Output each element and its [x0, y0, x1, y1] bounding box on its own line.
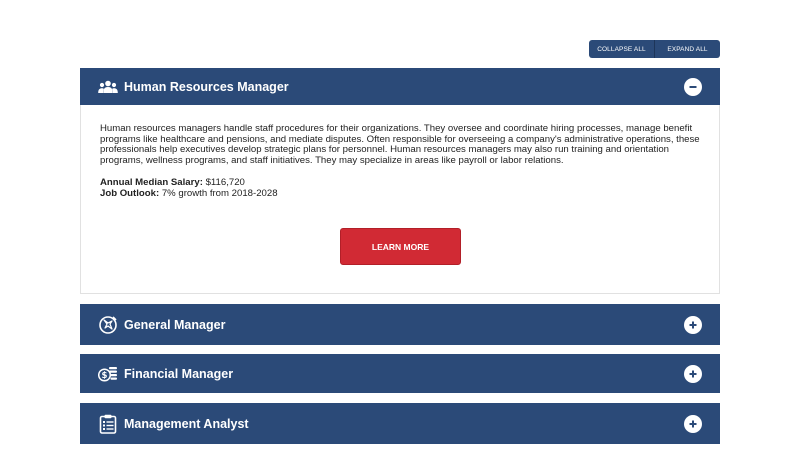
- panel-body-human-resources-manager: [80, 105, 720, 294]
- panel-header-human-resources-manager[interactable]: [80, 68, 720, 105]
- panel-title: General Manager: [124, 317, 226, 332]
- panel-title: Human Resources Manager: [124, 79, 289, 94]
- people-group-icon: [98, 77, 118, 97]
- panel-title: Management Analyst: [124, 416, 249, 431]
- accordion-toolbar: [589, 40, 720, 58]
- panel-financial-manager: [80, 354, 720, 393]
- outlook-label: Job Outlook:: [100, 187, 160, 199]
- job-stats: [100, 178, 700, 199]
- panel-management-analyst: [80, 403, 720, 444]
- panel-general-manager: [80, 304, 720, 345]
- clipboard-list-icon: [98, 414, 118, 434]
- panel-header-general-manager[interactable]: [80, 304, 720, 345]
- compass-globe-icon: [98, 315, 118, 335]
- plus-circle-icon[interactable]: [684, 415, 702, 433]
- plus-circle-icon[interactable]: [684, 316, 702, 334]
- job-description: Human resources managers handle staff procedures for their organizations. They oversee and coordinate hiring processes, manage benefit programs like healthcare and pensions, and mediate disputes. Often responsible for overseeing a company's administrative operations, these professionals help executives develop strategic plans for personnel. Human resources managers may also run training and orientation programs, wellness programs, and staff initiatives. They may specialize in areas like payroll or labor relations.: [100, 123, 700, 166]
- outlook-row: [100, 189, 700, 200]
- panel-human-resources-manager: [80, 68, 720, 294]
- salary-label: Annual Median Salary:: [100, 177, 203, 189]
- expand-all-button[interactable]: EXPAND ALL: [667, 45, 708, 53]
- learn-more-button[interactable]: LEARN MORE: [340, 228, 461, 265]
- collapse-all-button[interactable]: COLLAPSE ALL: [597, 45, 646, 53]
- outlook-value: 7% growth from 2018-2028: [161, 187, 278, 199]
- panel-header-financial-manager[interactable]: [80, 354, 720, 393]
- plus-circle-icon[interactable]: [684, 365, 702, 383]
- panel-title: Financial Manager: [124, 366, 234, 381]
- minus-circle-icon[interactable]: [684, 78, 702, 96]
- panel-header-management-analyst[interactable]: [80, 403, 720, 444]
- svg-text:$: $: [101, 370, 108, 381]
- dollar-coins-icon: [98, 364, 118, 384]
- salary-value: $116,720: [205, 177, 245, 189]
